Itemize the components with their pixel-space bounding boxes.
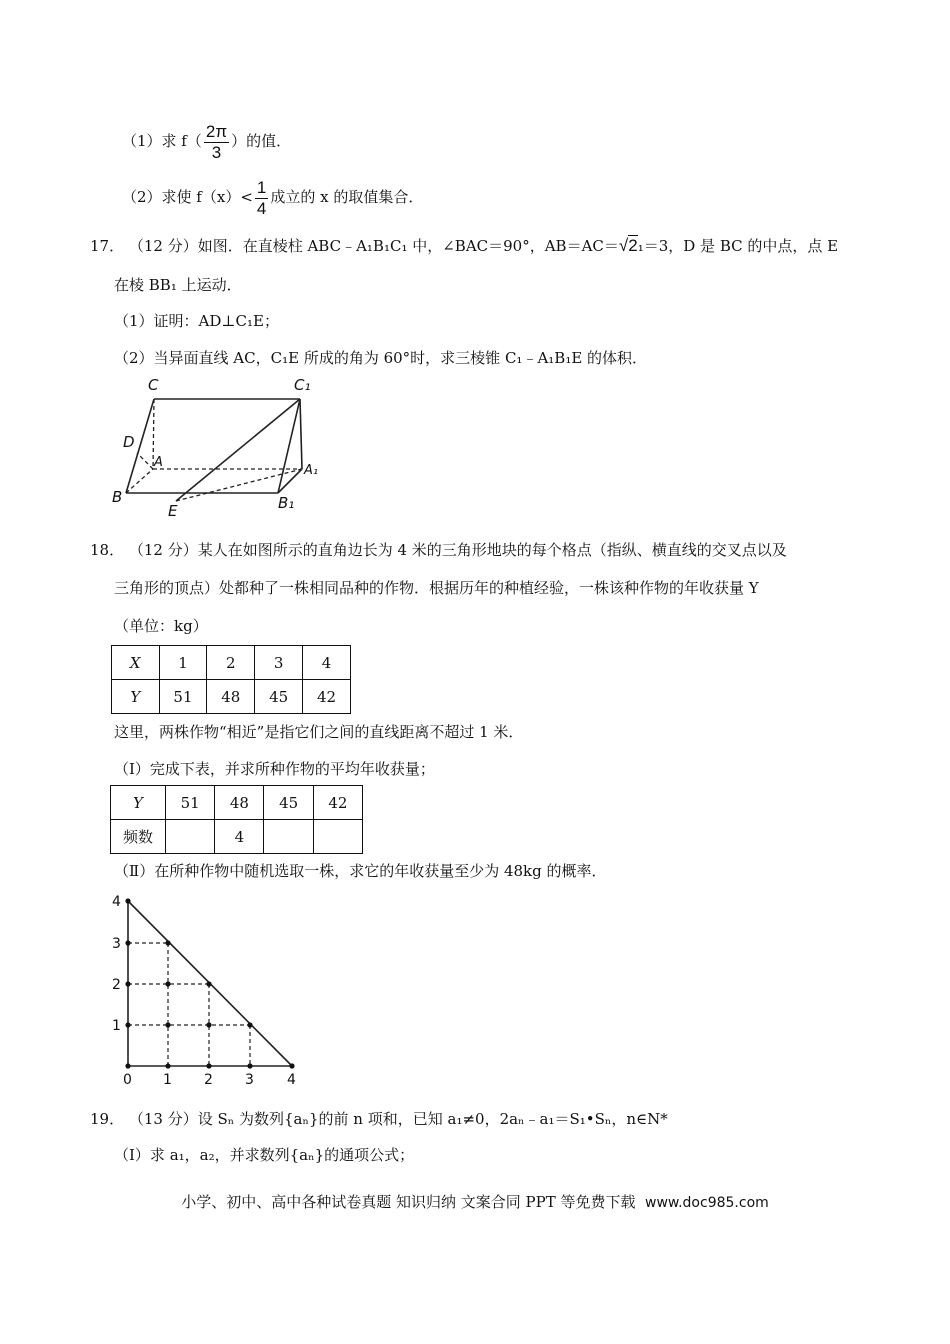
- sqrt-value: 2: [628, 236, 638, 255]
- table-cell: 4: [215, 820, 264, 854]
- table-cell: 51: [159, 680, 207, 714]
- q18-line3: （单位：kg）: [114, 617, 208, 635]
- y-tick-4: 4: [112, 894, 121, 910]
- label-C: C: [148, 376, 159, 394]
- frac-denominator: 4: [256, 198, 267, 218]
- table-cell: 48: [207, 680, 255, 714]
- table-cell: [313, 820, 362, 854]
- table-cell: Y: [112, 680, 160, 714]
- q17-part1: （1）证明：AD⊥C₁E；: [114, 312, 279, 330]
- q16-part2: [122, 176, 423, 219]
- q17-part2: （2）当异面直线 AC，C₁E 所成的角为 60°时，求三棱锥 C₁﹣A₁B₁E 的体积．: [114, 349, 648, 367]
- q18-note: 这里，两株作物“相近”是指它们之间的直线距离不超过 1 米．: [114, 723, 524, 741]
- q18-line2: 三角形的顶点）处都种了一株相同品种的作物．根据历年的种植经验，一株该种作物的年收获量 Y: [114, 579, 759, 597]
- y-tick-3: 3: [112, 936, 121, 952]
- q17-line1: [90, 236, 838, 256]
- q16-part1-pre: （1）求 f（: [122, 132, 202, 150]
- table-row: [111, 820, 363, 854]
- q19-line1: 19． （13 分）设 Sₙ 为数列{aₙ}的前 n 项和，已知 a₁≠0，2aₙ﹣a₁＝S₁•Sₙ，n∈N*: [90, 1110, 668, 1128]
- x-tick-4: 4: [287, 1072, 296, 1088]
- frac-numerator: 1: [256, 177, 267, 197]
- frac-numerator: 2π: [205, 121, 228, 141]
- sqrt-symbol: √: [618, 236, 629, 255]
- q17-line1-post: ₁＝3，D 是 BC 的中点，点 E: [637, 237, 839, 255]
- table-cell: 频数: [111, 820, 166, 854]
- label-C1: C₁: [294, 376, 311, 394]
- q16-part1: [122, 120, 291, 163]
- x-tick-1: 1: [163, 1072, 172, 1088]
- q18-table2: [110, 785, 363, 854]
- table-cell: 42: [303, 680, 351, 714]
- table-cell: [165, 820, 214, 854]
- y-tick-2: 2: [112, 977, 121, 993]
- q17-line1-pre: 17． （12 分）如图．在直棱柱 ABC﹣A₁B₁C₁ 中，∠BAC＝90°，AB＝AC＝: [90, 237, 619, 255]
- q16-part2-post: 成立的 x 的取值集合．: [270, 188, 424, 206]
- q17-line2: 在棱 BB₁ 上运动．: [114, 276, 242, 294]
- table-cell: 4: [303, 646, 351, 680]
- q16-fraction-1-4: [255, 178, 268, 219]
- prism-figure: [110, 375, 340, 520]
- table-cell: 1: [159, 646, 207, 680]
- hidden-segment-A-D: [137, 453, 153, 469]
- edge-B1-C1: [278, 399, 300, 493]
- table-cell: 45: [264, 786, 313, 820]
- table-cell: 2: [207, 646, 255, 680]
- table-cell: X: [112, 646, 160, 680]
- q18-part1: （Ⅰ）完成下表，并求所种作物的平均年收获量；: [114, 760, 435, 778]
- table-row: [112, 646, 351, 680]
- edge-C1-A1: [300, 399, 302, 469]
- table-cell: 42: [313, 786, 362, 820]
- q18-table1: [111, 645, 351, 714]
- q16-fraction-2pi-3: [204, 122, 229, 163]
- table-cell: 48: [215, 786, 264, 820]
- label-E: E: [168, 502, 178, 520]
- x-tick-0: 0: [123, 1072, 132, 1088]
- label-D: D: [123, 433, 135, 451]
- y-tick-1: 1: [112, 1018, 121, 1034]
- table-cell: 45: [255, 680, 303, 714]
- q18-part2: （Ⅱ）在所种作物中随机选取一株，求它的年收获量至少为 48kg 的概率．: [114, 862, 607, 880]
- label-A1: A₁: [304, 463, 319, 478]
- triangle-grid-figure: [108, 890, 308, 1090]
- label-A: A: [154, 455, 163, 470]
- table-cell: 3: [255, 646, 303, 680]
- x-tick-3: 3: [245, 1072, 254, 1088]
- q18-line1: 18． （12 分）某人在如图所示的直角边长为 4 米的三角形地块的每个格点（指纵、横直线的交叉点以及: [90, 541, 787, 559]
- footer-url[interactable]: www.doc985.com: [645, 1195, 769, 1211]
- x-tick-2: 2: [204, 1072, 213, 1088]
- page-footer: [0, 1191, 950, 1212]
- q19-part1: （Ⅰ）求 a₁，a₂，并求数列{aₙ}的通项公式；: [114, 1146, 415, 1164]
- table-cell: [264, 820, 313, 854]
- footer-text: 小学、初中、高中各种试卷真题 知识归纳 文案合同 PPT 等免费下载: [181, 1193, 636, 1211]
- table-cell: Y: [111, 786, 166, 820]
- q16-part2-pre: （2）求使 f（x）<: [122, 188, 253, 206]
- table-row: [112, 680, 351, 714]
- label-B1: B₁: [278, 494, 295, 512]
- label-B: B: [112, 488, 123, 506]
- frac-denominator: 3: [211, 142, 222, 162]
- q16-part1-post: ）的值．: [231, 132, 292, 150]
- table-row: [111, 786, 363, 820]
- table-cell: 51: [165, 786, 214, 820]
